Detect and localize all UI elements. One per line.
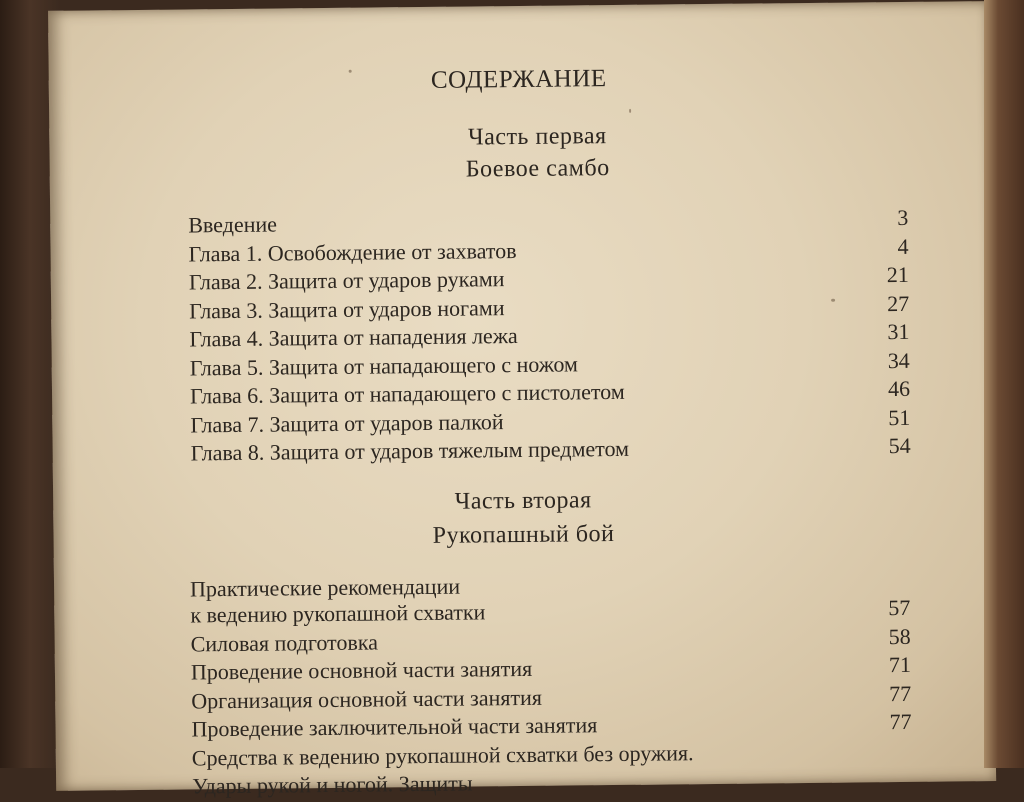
toc-entry-title: Глава 5. Защита от нападающего с ножом (189, 350, 579, 380)
toc-entry-title: Организация основной части занятия (191, 684, 543, 713)
toc-entry-page: 58 (888, 623, 911, 649)
part1-name: Боевое самбо (465, 155, 610, 183)
toc-entry (191, 432, 911, 468)
toc-entry-page: 21 (886, 261, 909, 288)
toc-entry-title: Глава 3. Защита от ударов ногами (189, 294, 505, 323)
toc-entry-page: 27 (887, 290, 910, 316)
toc-entry-page: 51 (888, 404, 911, 430)
toc-entry-title: Глава 8. Защита от ударов тяжелым предметом (190, 435, 630, 466)
paper-speck (831, 299, 835, 302)
part1-toc (188, 204, 911, 468)
toc-entry-title: Проведение основной части занятия (190, 655, 533, 685)
toc-entry-title: Силовая подготовка (190, 629, 379, 656)
part2-label: Часть вторая (454, 487, 592, 515)
paper-speck (349, 70, 352, 73)
toc-entry-page: 77 (889, 708, 912, 735)
toc-entry-page: 34 (887, 347, 910, 373)
toc-entry-page: 46 (887, 375, 911, 402)
toc-entry-page: 31 (887, 318, 910, 345)
toc-entry-title: Глава 2. Защита от ударов руками (188, 266, 505, 295)
toc-entry-title: Глава 4. Защита от нападения лежа (189, 323, 518, 352)
contents-title: СОДЕРЖАНИЕ (430, 65, 607, 94)
toc-entry-page: 3 (897, 204, 909, 231)
toc-entry-title: Глава 7. Защита от ударов палкой (190, 408, 504, 437)
toc-entry-page: 71 (888, 651, 912, 678)
toc-entry-title: Практические рекомендации (189, 573, 461, 602)
toc-entry-title: к ведению рукопашной схватки (190, 599, 486, 628)
toc-entry-title: Глава 1. Освобождение от захватов (188, 237, 517, 266)
toc-entry-title: Введение (188, 211, 278, 238)
toc-entry-title: Средства к ведению рукопашной схватки без оружия. (191, 739, 694, 770)
toc-entry-title: Удары рукой и ногой. Защиты (192, 770, 473, 799)
part1-label: Часть первая (467, 123, 607, 151)
book-edge (984, 0, 1024, 768)
toc-entry-page: 77 (889, 680, 912, 706)
toc-entry-page: 57 (888, 594, 911, 621)
toc-entry-title: Глава 6. Защита от нападающего с пистолетом (189, 378, 625, 409)
toc-entry-title: Проведение заключительной части занятия (191, 712, 598, 742)
paper-speck (629, 109, 631, 113)
part2-toc (190, 568, 912, 801)
toc-entry-page: 54 (888, 432, 911, 459)
toc-entry-page: 4 (897, 233, 909, 259)
book-page (48, 1, 996, 799)
part2-name: Рукопашный бой (432, 521, 615, 549)
